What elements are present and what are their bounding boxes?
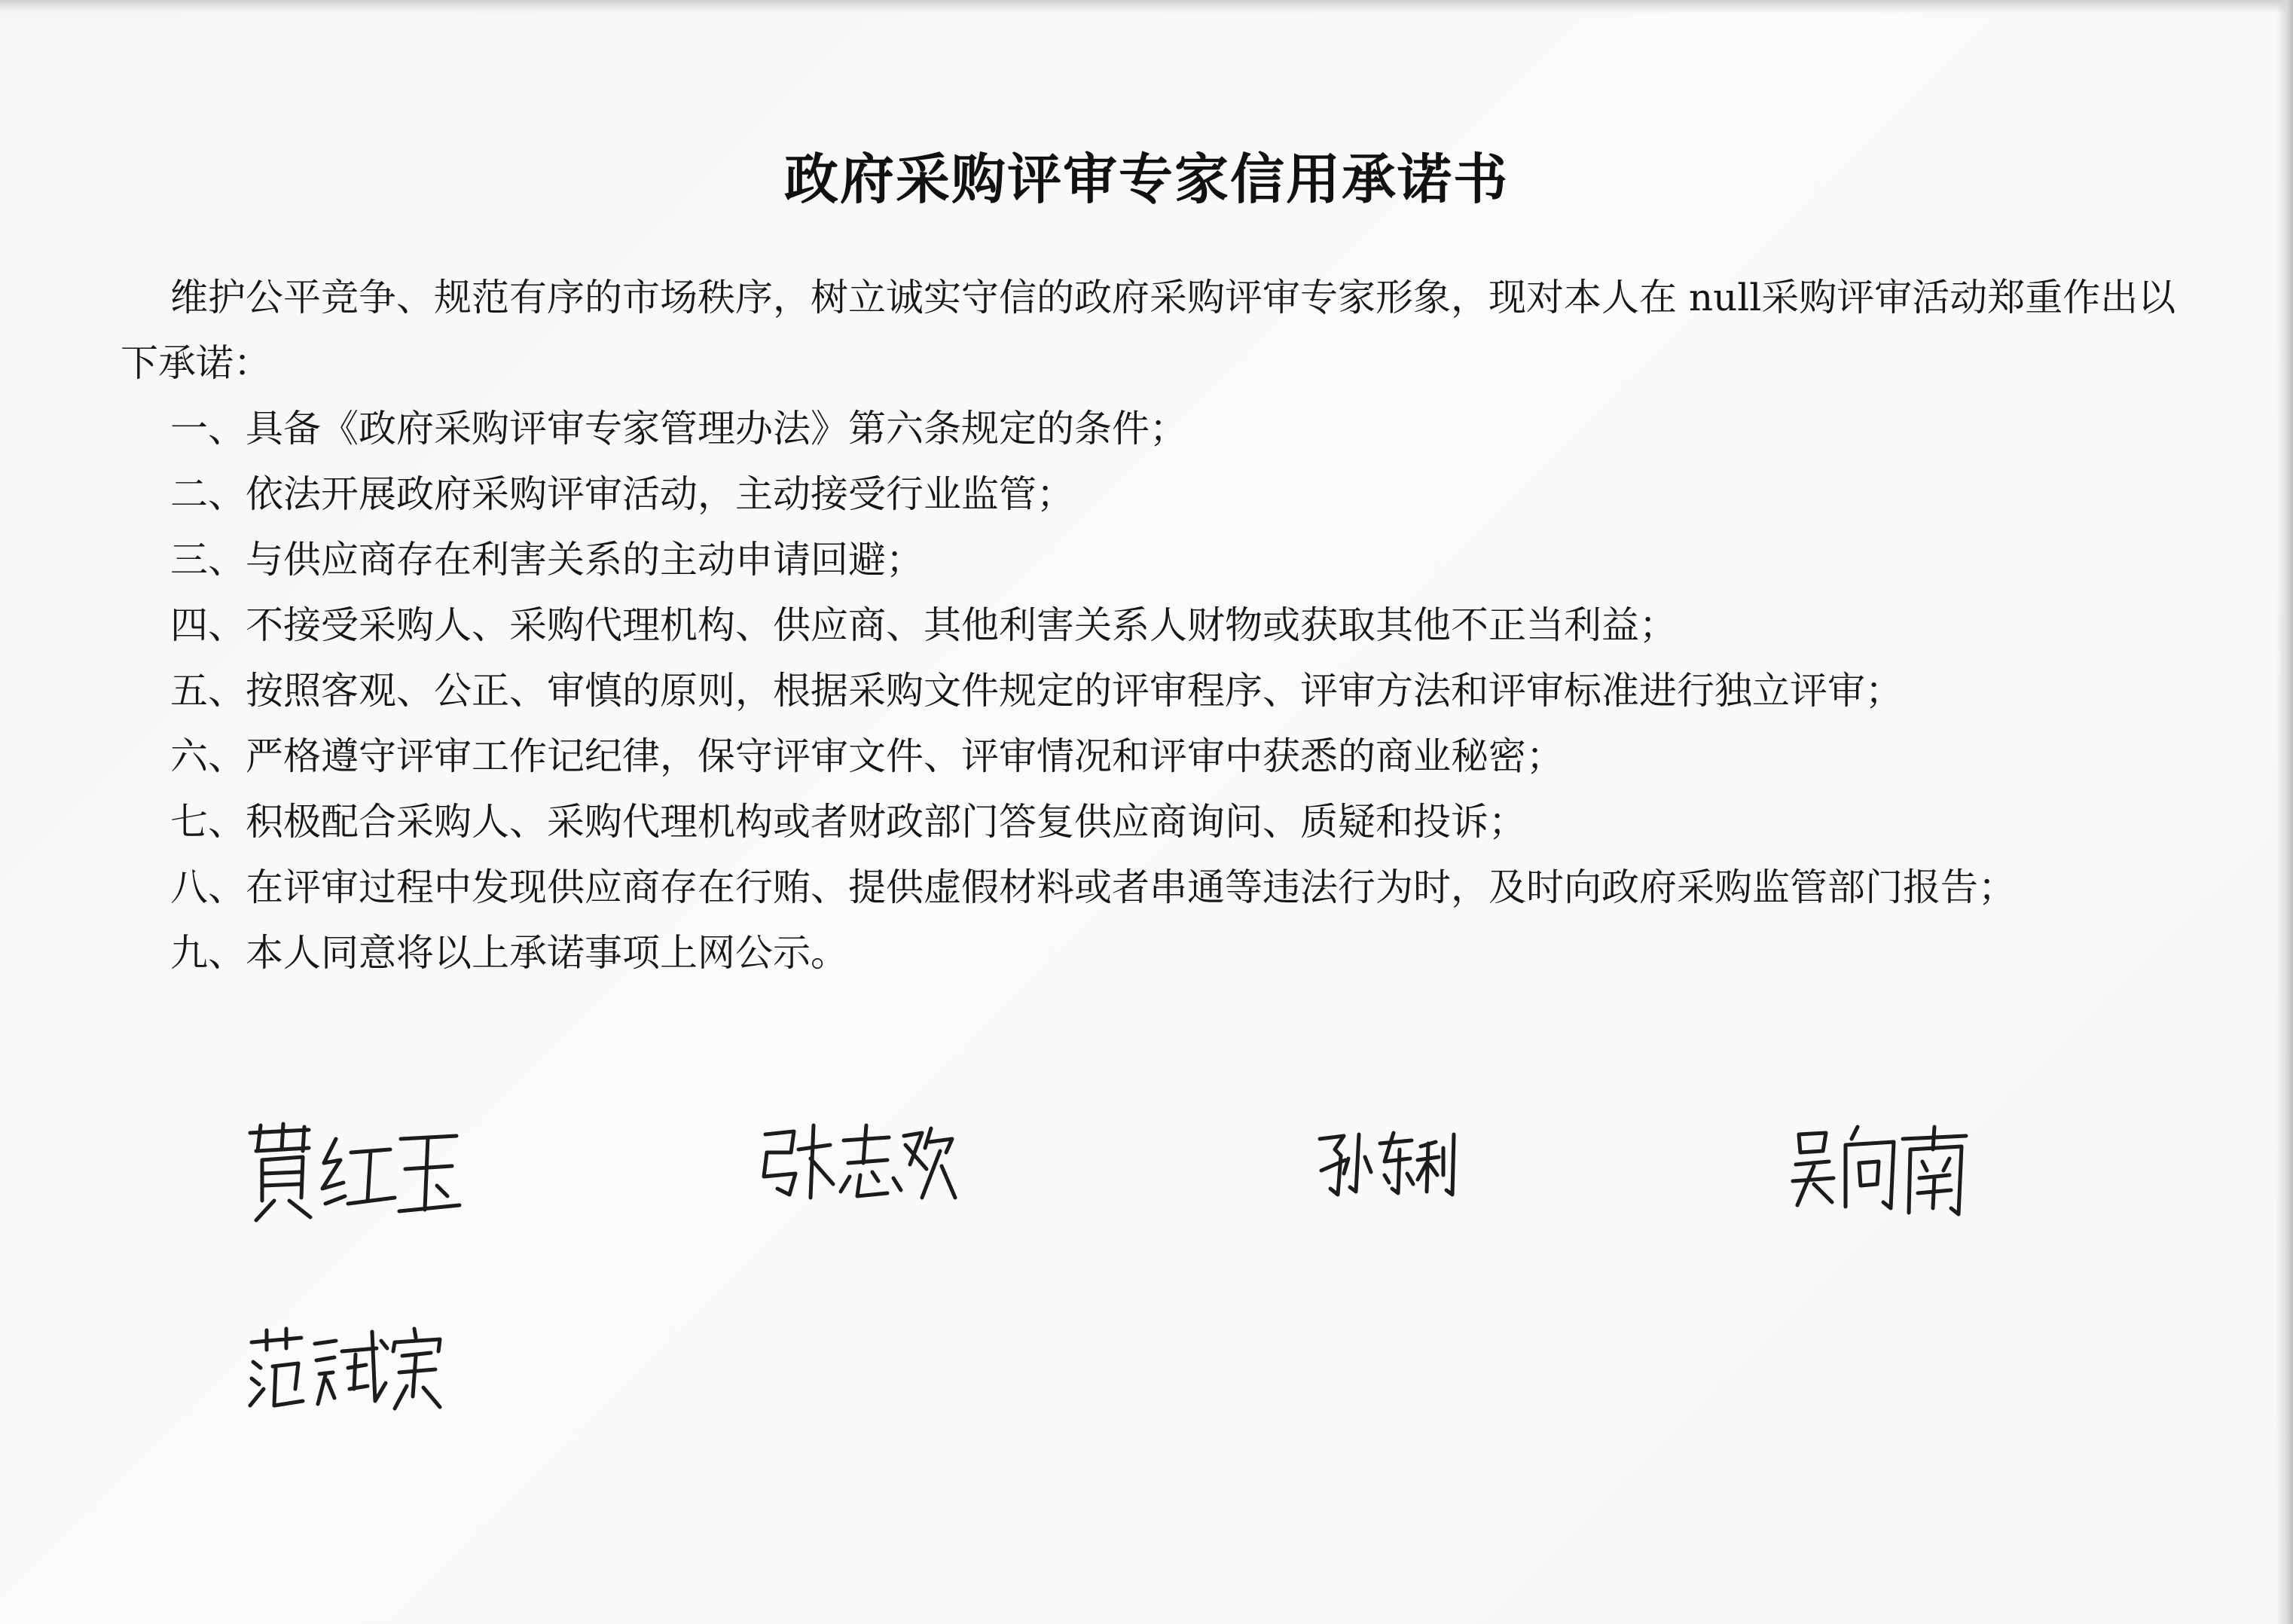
commitment-item-9: 九、本人同意将以上承诺事项上网公示。 <box>170 931 848 975</box>
commitment-item-8: 八、在评审过程中发现供应商存在行贿、提供虚假材料或者串通等违法行为时，及时向政府采购监管部门报告； <box>170 865 2016 909</box>
signature-1 <box>240 1116 466 1229</box>
signature-5 <box>243 1326 446 1424</box>
commitment-item-1: 一、具备《政府采购评审专家管理办法》第六条规定的条件； <box>170 407 1187 450</box>
commitment-item-7: 七、积极配合采购人、采购代理机构或者财政部门答复供应商询问、质疑和投诉； <box>170 800 1526 844</box>
commitment-item-6: 六、严格遵守评审工作记纪律，保守评审文件、评审情况和评审中获悉的商业秘密； <box>170 734 1564 778</box>
commitment-list <box>121 396 2200 986</box>
signature-3 <box>1311 1127 1461 1202</box>
commitment-item-4: 四、不接受采购人、采购代理机构、供应商、其他利害关系人财物或获取其他不正当利益； <box>170 603 1677 647</box>
document-body <box>121 265 2200 986</box>
commitment-item-5: 五、按照客观、公正、审慎的原则，根据采购文件规定的评审程序、评审方法和评审标准进行独立评审； <box>170 669 1903 713</box>
intro-paragraph: 维护公平竞争、规范有序的市场秩序，树立诚实守信的政府采购评审专家形象，现对本人在 null采购评审活动郑重作出以下承诺： <box>121 276 2176 385</box>
scan-edge-shadow-top <box>0 0 2293 14</box>
signature-4 <box>1785 1124 1981 1222</box>
commitment-item-2: 二、依法开展政府采购评审活动，主动接受行业监管； <box>170 472 1074 516</box>
document-title: 政府采购评审专家信用承诺书 <box>783 148 1509 211</box>
scan-edge-shadow-right <box>2276 0 2293 1624</box>
signature-2 <box>755 1119 958 1210</box>
commitment-item-3: 三、与供应商存在利害关系的主动申请回避； <box>170 538 924 582</box>
